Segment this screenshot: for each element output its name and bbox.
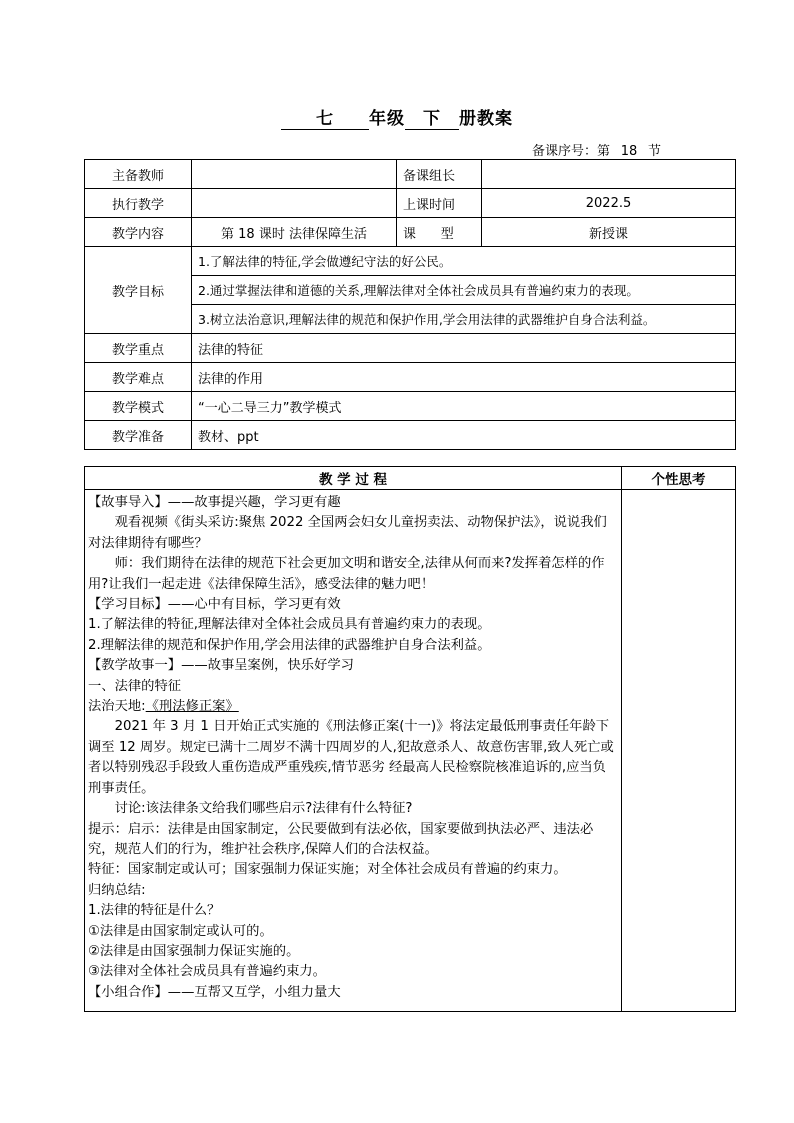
group-leader-label: 备课组长 <box>397 160 482 189</box>
process-content <box>85 490 622 1012</box>
paragraph: 归纳总结: <box>88 882 146 898</box>
difficulty-label: 教学难点 <box>85 363 192 392</box>
subheading: 一、法律的特征 <box>88 678 182 694</box>
term-value: 下 <box>405 104 459 130</box>
class-time-label: 上课时间 <box>397 189 482 218</box>
paragraph: 2021 年 3 月 1 日开始正式实施的《刑法修正案(十一)》将法定最低刑事责任年龄下调至 12 周岁。规定已满十二周岁不满十四周岁的人,犯故意杀人、故意伤害罪,致人死亡或者以特别残忍手段致人重伤造成严重残疾,情节恶劣 经最高人民检察院核准追诉的,应当负刑事责任。 <box>88 719 614 796</box>
info-row-exec <box>85 189 736 218</box>
exec-label: 执行教学 <box>85 189 192 218</box>
lesson-info-table <box>84 159 736 450</box>
lesson-type-label: 课 型 <box>397 218 482 247</box>
paragraph: 师：我们期待在法律的规范下社会更加文明和谐安全,法律从何而来?发挥着怎样的作用?让我们一起走进《法律保障生活》，感受法律的魅力吧！ <box>88 556 605 592</box>
term-suffix: 册教案 <box>459 109 513 129</box>
list-item: ③法律对全体社会成员具有普遍约束力。 <box>88 964 326 980</box>
paragraph: 2.理解法律的规范和保护作用,学会用法律的武器维护自身合法利益。 <box>88 637 491 653</box>
section-heading: 【学习目标】——心中有目标，学习更有效 <box>88 597 341 613</box>
list-item: ②法律是由国家强制力保证实施的。 <box>88 943 300 959</box>
goals-label: 教学目标 <box>85 247 192 334</box>
main-teacher-label: 主备教师 <box>85 160 192 189</box>
paragraph: 讨论:该法律条文给我们哪些启示?法律有什么特征? <box>114 801 413 817</box>
class-time-value: 2022.5 <box>482 189 736 218</box>
content-label: 教学内容 <box>85 218 192 247</box>
mode-value: “一心二导三力”教学模式 <box>192 392 736 421</box>
mode-label: 教学模式 <box>85 392 192 421</box>
section-heading: 【小组合作】——互帮又互学，小组力量大 <box>88 984 341 1000</box>
prep-value: 教材、ppt <box>192 421 736 450</box>
info-row-key <box>85 334 736 363</box>
lesson-type-value: 新授课 <box>482 218 736 247</box>
serial-suffix: 节 <box>648 144 662 159</box>
info-row-content <box>85 218 736 247</box>
group-leader-value <box>482 160 736 189</box>
main-teacher-value <box>192 160 397 189</box>
question: 1.法律的特征是什么？ <box>88 903 221 919</box>
key-point-label: 教学重点 <box>85 334 192 363</box>
grade-suffix: 年级 <box>369 109 405 129</box>
lesson-serial <box>532 140 661 160</box>
process-title: 教 学 过 程 <box>85 467 622 490</box>
info-row-difficulty <box>85 363 736 392</box>
list-item: ①法律是由国家制定或认可的。 <box>88 923 273 939</box>
goal-item: 2.通过掌握法律和道德的关系,理解法律对全体社会成员具有普遍约束力的表现。 <box>192 276 736 305</box>
paragraph: 提示：启示：法律是由国家制定，公民要做到有法必依，国家要做到执法必严、违法必究，规范人们的行为，维护社会秩序,保障人们的合法权益。 <box>88 821 594 857</box>
goal-item: 1.了解法律的特征,学会做遵纪守法的好公民。 <box>192 247 736 276</box>
paragraph: 1.了解法律的特征,理解法律对全体社会成员具有普遍约束力的表现。 <box>88 617 491 633</box>
grade-value: 七 <box>281 104 369 130</box>
serial-label: 备课序号：第 <box>532 144 611 159</box>
info-row-prep <box>85 421 736 450</box>
difficulty-value: 法律的作用 <box>192 363 736 392</box>
info-row-mode <box>85 392 736 421</box>
case-name: 《刑法修正案》 <box>145 699 239 715</box>
exec-value <box>192 189 397 218</box>
teaching-process-table <box>84 466 736 1012</box>
case-title: 法治天地:《刑法修正案》 <box>88 699 239 715</box>
page-title <box>0 104 794 130</box>
paragraph: 观看视频《街头采访:聚焦 2022 全国两会妇女儿童拐卖法、动物保护法》，说说我们对法律期待有哪些？ <box>88 515 607 551</box>
section-heading: 【教学故事一】——故事呈案例，快乐好学习 <box>88 658 354 674</box>
goal-item: 3.树立法治意识,理解法律的规范和保护作用,学会用法律的武器维护自身合法利益。 <box>192 305 736 334</box>
reflection-column <box>622 490 736 1012</box>
section-heading: 【故事导入】——故事提兴趣，学习更有趣 <box>88 495 341 510</box>
serial-number: 18 <box>610 144 648 160</box>
info-row-teacher <box>85 160 736 189</box>
reflection-title: 个性思考 <box>622 467 736 490</box>
content-value: 第 18 课时 法律保障生活 <box>192 218 397 247</box>
info-row-goal-1 <box>85 247 736 276</box>
paragraph: 特征：国家制定或认可；国家强制力保证实施；对全体社会成员有普遍的约束力。 <box>88 862 567 878</box>
key-point-value: 法律的特征 <box>192 334 736 363</box>
prep-label: 教学准备 <box>85 421 192 450</box>
